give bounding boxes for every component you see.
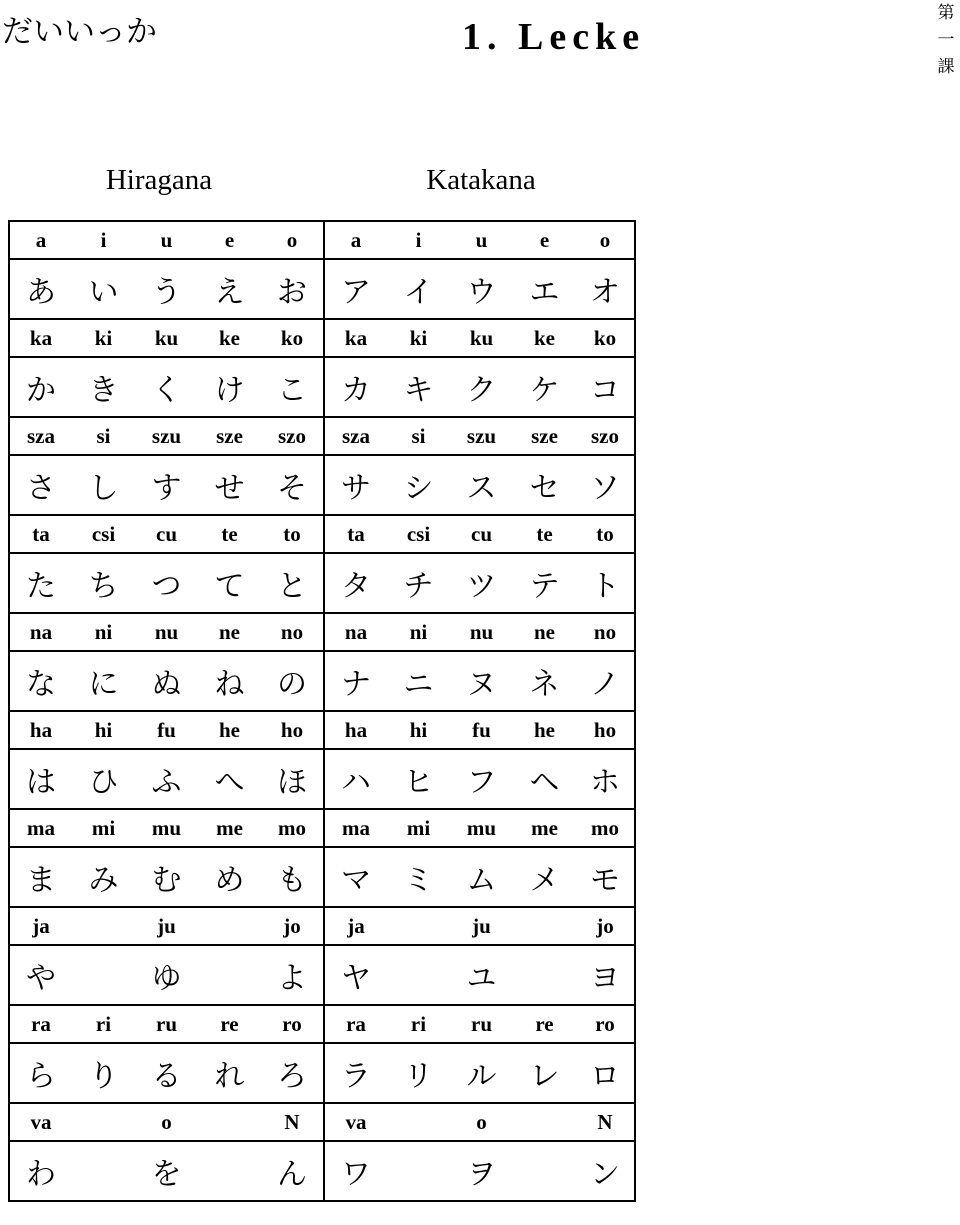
katakana-cell: ワ <box>324 1141 387 1201</box>
hiragana-cell: ら <box>9 1043 72 1103</box>
romaji-cell: ku <box>135 319 198 357</box>
hiragana-cell: き <box>72 357 135 417</box>
katakana-cell: マ <box>324 847 387 907</box>
romaji-row <box>9 613 635 651</box>
romaji-cell: mu <box>135 809 198 847</box>
romaji-cell: cu <box>135 515 198 553</box>
hiragana-cell: い <box>72 259 135 319</box>
romaji-cell: ki <box>72 319 135 357</box>
hiragana-cell: ひ <box>72 749 135 809</box>
romaji-cell: to <box>576 515 635 553</box>
romaji-cell: N <box>576 1103 635 1141</box>
romaji-cell: szu <box>135 417 198 455</box>
hiragana-cell: せ <box>198 455 261 515</box>
romaji-cell: ju <box>135 907 198 945</box>
hiragana-cell: け <box>198 357 261 417</box>
hiragana-cell: や <box>9 945 72 1005</box>
hiragana-cell: ゆ <box>135 945 198 1005</box>
katakana-cell: ラ <box>324 1043 387 1103</box>
romaji-cell: ru <box>135 1005 198 1043</box>
kana-row <box>9 651 635 711</box>
hiragana-cell <box>198 945 261 1005</box>
romaji-cell: ha <box>9 711 72 749</box>
romaji-cell: te <box>198 515 261 553</box>
katakana-cell: ヤ <box>324 945 387 1005</box>
katakana-cell: チ <box>387 553 450 613</box>
romaji-cell: ne <box>513 613 576 651</box>
romaji-cell: no <box>261 613 324 651</box>
katakana-cell: ケ <box>513 357 576 417</box>
romaji-cell: cu <box>450 515 513 553</box>
katakana-cell: キ <box>387 357 450 417</box>
hiragana-cell: わ <box>9 1141 72 1201</box>
hiragana-cell: れ <box>198 1043 261 1103</box>
romaji-cell: ra <box>324 1005 387 1043</box>
romaji-cell: ku <box>450 319 513 357</box>
hiragana-cell: め <box>198 847 261 907</box>
katakana-cell: ネ <box>513 651 576 711</box>
romaji-cell <box>513 1103 576 1141</box>
hiragana-cell: な <box>9 651 72 711</box>
katakana-cell: テ <box>513 553 576 613</box>
romaji-row <box>9 319 635 357</box>
katakana-cell: ホ <box>576 749 635 809</box>
romaji-cell: ho <box>576 711 635 749</box>
romaji-cell: ni <box>387 613 450 651</box>
romaji-cell: u <box>135 221 198 259</box>
hiragana-cell: ま <box>9 847 72 907</box>
katakana-cell <box>513 1141 576 1201</box>
katakana-cell: ソ <box>576 455 635 515</box>
hiragana-cell: と <box>261 553 324 613</box>
romaji-cell: i <box>387 221 450 259</box>
romaji-cell: ta <box>9 515 72 553</box>
romaji-cell: va <box>324 1103 387 1141</box>
hiragana-cell: り <box>72 1043 135 1103</box>
romaji-cell <box>387 1103 450 1141</box>
kana-row <box>9 749 635 809</box>
romaji-cell: e <box>198 221 261 259</box>
katakana-cell: カ <box>324 357 387 417</box>
romaji-cell <box>513 907 576 945</box>
romaji-cell <box>387 907 450 945</box>
katakana-cell: イ <box>387 259 450 319</box>
romaji-cell: ju <box>450 907 513 945</box>
romaji-cell: csi <box>72 515 135 553</box>
romaji-cell: mu <box>450 809 513 847</box>
katakana-cell: ニ <box>387 651 450 711</box>
romaji-cell <box>198 1103 261 1141</box>
romaji-cell: u <box>450 221 513 259</box>
romaji-cell: o <box>576 221 635 259</box>
romaji-row <box>9 417 635 455</box>
katakana-cell: ユ <box>450 945 513 1005</box>
romaji-cell: o <box>135 1103 198 1141</box>
romaji-cell: ha <box>324 711 387 749</box>
romaji-cell: nu <box>450 613 513 651</box>
hiragana-cell: ふ <box>135 749 198 809</box>
romaji-cell: a <box>9 221 72 259</box>
kana-row <box>9 847 635 907</box>
hiragana-cell <box>72 945 135 1005</box>
katakana-cell: ナ <box>324 651 387 711</box>
romaji-row <box>9 221 635 259</box>
romaji-cell: jo <box>261 907 324 945</box>
romaji-cell: ka <box>324 319 387 357</box>
romaji-cell: ri <box>387 1005 450 1043</box>
romaji-cell: ni <box>72 613 135 651</box>
romaji-cell: mi <box>72 809 135 847</box>
katakana-cell <box>513 945 576 1005</box>
katakana-cell: ヲ <box>450 1141 513 1201</box>
kana-row <box>9 553 635 613</box>
romaji-cell: o <box>450 1103 513 1141</box>
hiragana-cell: ち <box>72 553 135 613</box>
hiragana-cell: し <box>72 455 135 515</box>
romaji-cell: he <box>513 711 576 749</box>
hiragana-cell <box>198 1141 261 1201</box>
hiragana-cell: う <box>135 259 198 319</box>
romaji-cell: jo <box>576 907 635 945</box>
katakana-cell: モ <box>576 847 635 907</box>
romaji-cell: sza <box>9 417 72 455</box>
hiragana-cell: て <box>198 553 261 613</box>
lesson-kana-title: だいいっか <box>2 14 157 50</box>
hiragana-cell: る <box>135 1043 198 1103</box>
hiragana-cell: お <box>261 259 324 319</box>
romaji-cell <box>72 907 135 945</box>
hiragana-cell: た <box>9 553 72 613</box>
katakana-cell: ト <box>576 553 635 613</box>
hiragana-cell: く <box>135 357 198 417</box>
hiragana-cell: ろ <box>261 1043 324 1103</box>
romaji-cell: sze <box>198 417 261 455</box>
romaji-cell: to <box>261 515 324 553</box>
romaji-cell: ke <box>198 319 261 357</box>
hiragana-cell: は <box>9 749 72 809</box>
romaji-row <box>9 907 635 945</box>
hiragana-cell: え <box>198 259 261 319</box>
hiragana-cell: す <box>135 455 198 515</box>
romaji-cell: no <box>576 613 635 651</box>
kana-table-body <box>9 221 635 1201</box>
katakana-cell: ム <box>450 847 513 907</box>
romaji-cell: me <box>513 809 576 847</box>
romaji-cell: mo <box>261 809 324 847</box>
romaji-cell: szo <box>576 417 635 455</box>
kana-table <box>8 220 636 1202</box>
katakana-cell: リ <box>387 1043 450 1103</box>
romaji-cell: na <box>9 613 72 651</box>
katakana-cell: コ <box>576 357 635 417</box>
hiragana-cell: か <box>9 357 72 417</box>
romaji-cell: ro <box>576 1005 635 1043</box>
hiragana-cell: へ <box>198 749 261 809</box>
katakana-cell: フ <box>450 749 513 809</box>
katakana-cell: ツ <box>450 553 513 613</box>
romaji-cell <box>72 1103 135 1141</box>
romaji-cell: te <box>513 515 576 553</box>
romaji-cell: sza <box>324 417 387 455</box>
hiragana-cell: に <box>72 651 135 711</box>
katakana-cell: ル <box>450 1043 513 1103</box>
katakana-cell: シ <box>387 455 450 515</box>
katakana-cell <box>387 945 450 1005</box>
hiragana-cell: の <box>261 651 324 711</box>
romaji-cell: ma <box>9 809 72 847</box>
katakana-cell: ハ <box>324 749 387 809</box>
romaji-cell: hi <box>387 711 450 749</box>
katakana-cell: ヌ <box>450 651 513 711</box>
romaji-cell: mo <box>576 809 635 847</box>
romaji-row <box>9 1005 635 1043</box>
hiragana-cell: ね <box>198 651 261 711</box>
katakana-cell: ン <box>576 1141 635 1201</box>
hiragana-cell: そ <box>261 455 324 515</box>
kana-row <box>9 945 635 1005</box>
romaji-cell: szo <box>261 417 324 455</box>
katakana-cell: ス <box>450 455 513 515</box>
kana-row <box>9 357 635 417</box>
romaji-cell: ne <box>198 613 261 651</box>
romaji-row <box>9 809 635 847</box>
hiragana-cell: さ <box>9 455 72 515</box>
romaji-cell: ke <box>513 319 576 357</box>
romaji-row <box>9 515 635 553</box>
katakana-cell: ク <box>450 357 513 417</box>
romaji-cell: i <box>72 221 135 259</box>
hiragana-cell: あ <box>9 259 72 319</box>
romaji-cell: si <box>387 417 450 455</box>
romaji-cell: sze <box>513 417 576 455</box>
hiragana-cell: ぬ <box>135 651 198 711</box>
katakana-heading: Katakana <box>426 164 536 196</box>
katakana-cell: ウ <box>450 259 513 319</box>
hiragana-cell <box>72 1141 135 1201</box>
kana-row <box>9 1043 635 1103</box>
kana-row <box>9 1141 635 1201</box>
romaji-cell: ru <box>450 1005 513 1043</box>
romaji-cell: ra <box>9 1005 72 1043</box>
romaji-cell: ro <box>261 1005 324 1043</box>
romaji-cell: me <box>198 809 261 847</box>
romaji-row <box>9 711 635 749</box>
kana-row <box>9 259 635 319</box>
hiragana-cell: ほ <box>261 749 324 809</box>
romaji-cell: ka <box>9 319 72 357</box>
katakana-cell: ヨ <box>576 945 635 1005</box>
romaji-cell: ri <box>72 1005 135 1043</box>
katakana-cell: オ <box>576 259 635 319</box>
romaji-cell: mi <box>387 809 450 847</box>
romaji-cell: ki <box>387 319 450 357</box>
hiragana-cell: も <box>261 847 324 907</box>
romaji-cell: ja <box>324 907 387 945</box>
katakana-cell: エ <box>513 259 576 319</box>
katakana-cell: セ <box>513 455 576 515</box>
kana-row <box>9 455 635 515</box>
romaji-cell: hi <box>72 711 135 749</box>
romaji-cell: N <box>261 1103 324 1141</box>
vertical-title-char: 第 <box>937 3 955 23</box>
romaji-cell: he <box>198 711 261 749</box>
romaji-cell: fu <box>450 711 513 749</box>
hiragana-cell: を <box>135 1141 198 1201</box>
lesson-title: 1. Lecke <box>462 16 646 58</box>
katakana-cell: メ <box>513 847 576 907</box>
katakana-cell: レ <box>513 1043 576 1103</box>
romaji-cell: szu <box>450 417 513 455</box>
vertical-lesson-title <box>934 0 958 81</box>
romaji-cell: ta <box>324 515 387 553</box>
vertical-title-char: 一 <box>937 30 955 50</box>
hiragana-cell: こ <box>261 357 324 417</box>
hiragana-cell: む <box>135 847 198 907</box>
romaji-row <box>9 1103 635 1141</box>
katakana-cell: ヒ <box>387 749 450 809</box>
romaji-cell: re <box>513 1005 576 1043</box>
hiragana-cell: つ <box>135 553 198 613</box>
romaji-cell: a <box>324 221 387 259</box>
romaji-cell: ho <box>261 711 324 749</box>
romaji-cell: si <box>72 417 135 455</box>
romaji-cell: ja <box>9 907 72 945</box>
romaji-cell: e <box>513 221 576 259</box>
katakana-cell: ア <box>324 259 387 319</box>
romaji-cell: va <box>9 1103 72 1141</box>
katakana-cell: ノ <box>576 651 635 711</box>
vertical-title-char: 課 <box>937 57 955 77</box>
romaji-cell <box>198 907 261 945</box>
romaji-cell: ma <box>324 809 387 847</box>
romaji-cell: na <box>324 613 387 651</box>
katakana-cell: タ <box>324 553 387 613</box>
hiragana-heading: Hiragana <box>105 164 213 196</box>
katakana-cell <box>387 1141 450 1201</box>
romaji-cell: o <box>261 221 324 259</box>
katakana-cell: ヘ <box>513 749 576 809</box>
katakana-cell: ロ <box>576 1043 635 1103</box>
romaji-cell: fu <box>135 711 198 749</box>
hiragana-cell: ん <box>261 1141 324 1201</box>
romaji-cell: re <box>198 1005 261 1043</box>
romaji-cell: ko <box>576 319 635 357</box>
hiragana-cell: み <box>72 847 135 907</box>
katakana-cell: ミ <box>387 847 450 907</box>
romaji-cell: csi <box>387 515 450 553</box>
romaji-cell: nu <box>135 613 198 651</box>
hiragana-cell: よ <box>261 945 324 1005</box>
katakana-cell: サ <box>324 455 387 515</box>
romaji-cell: ko <box>261 319 324 357</box>
